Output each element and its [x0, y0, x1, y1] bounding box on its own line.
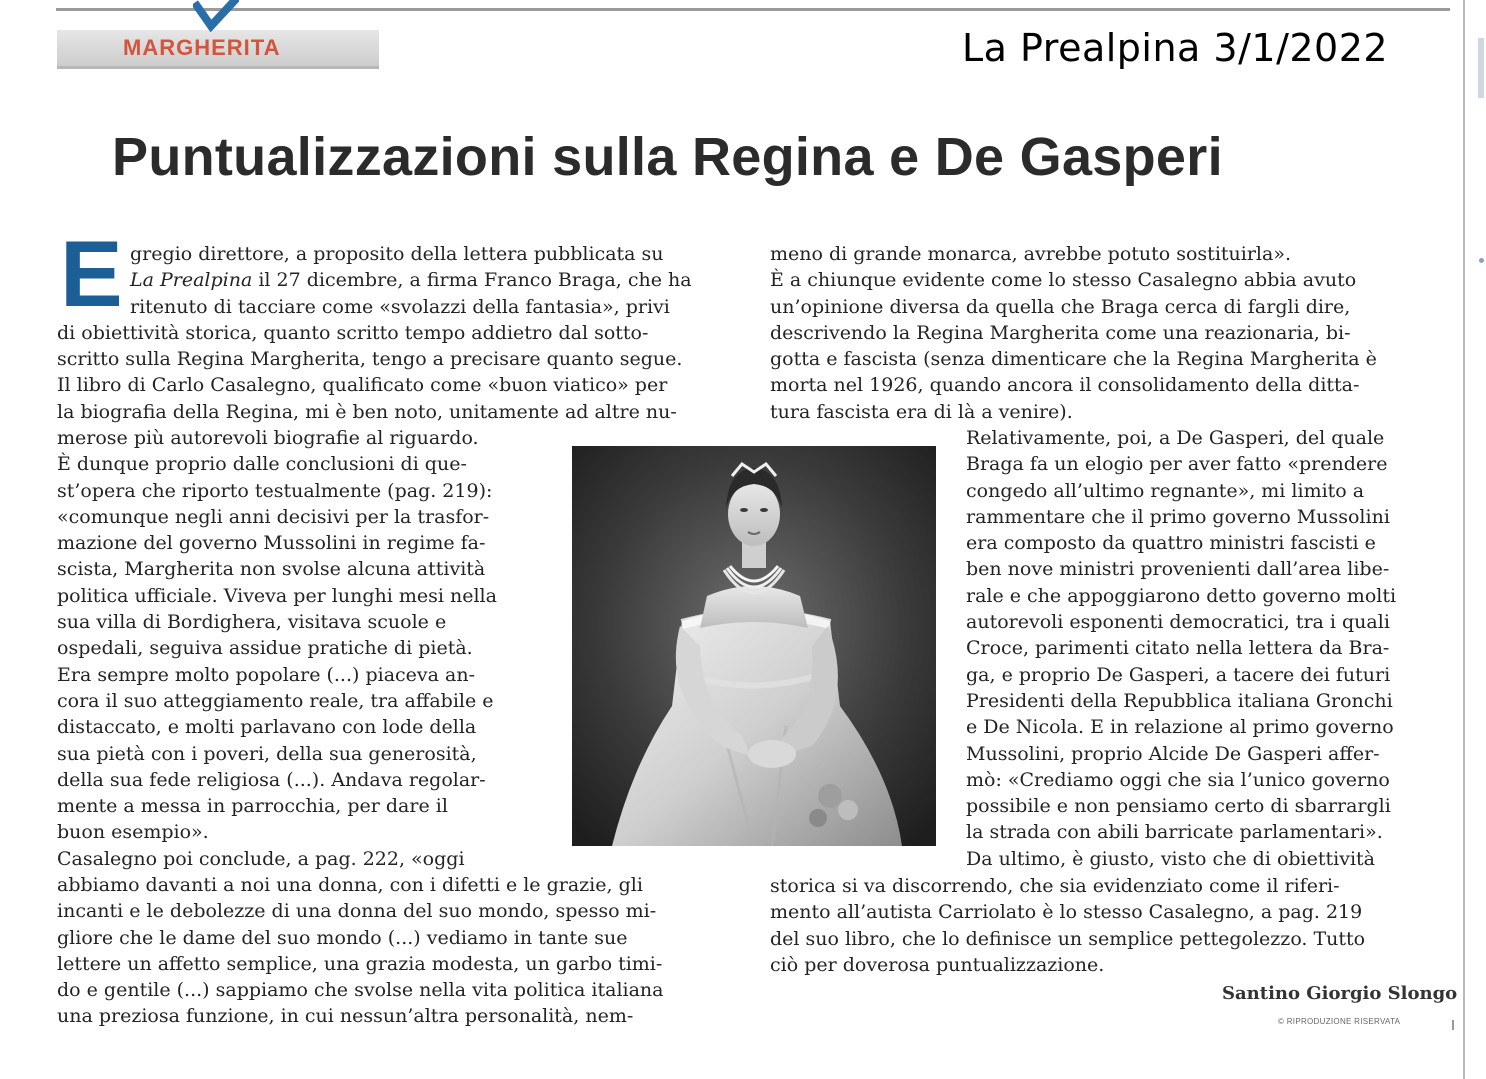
column-left-top [57, 241, 747, 425]
text-line: ritenuto di tacciare come «svolazzi della fantasia», privi [130, 295, 670, 318]
text-line: Il libro di Carlo Casalegno, qualificato come «buon viatico» per [57, 374, 668, 397]
text-line: Da ultimo, è giusto, visto che di obiettività [966, 847, 1375, 870]
text-line: possibile e non pensiamo certo di sbarrargli [966, 795, 1391, 818]
source-date-label: La Prealpina 3/1/2022 [962, 26, 1389, 70]
newspaper-name: La Prealpina [130, 269, 253, 292]
text-line: mento all’autista Carriolato è lo stesso Casalegno, a pag. 219 [770, 901, 1363, 924]
text-line: Presidenti della Repubblica italiana Gronchi [966, 689, 1393, 712]
column-right-bottom [770, 873, 1460, 978]
column-left-bottom [57, 872, 747, 1030]
text-line: rammentare che il primo governo Mussolini [966, 505, 1390, 528]
text-line: Mussolini, proprio Alcide De Gasperi affer- [966, 742, 1380, 765]
text-line: Era sempre molto popolare (...) piaceva an- [57, 663, 475, 686]
text-line: una preziosa funzione, in cui nessun’altra personalità, nem- [57, 1005, 634, 1028]
text-line: ben nove ministri provenienti dall’area libe- [966, 558, 1390, 581]
column-left-middle [57, 425, 557, 872]
text-line: mò: «Crediamo oggi che sia l’unico governo [966, 768, 1390, 791]
text-line: e De Nicola. E in relazione al primo governo [966, 716, 1394, 739]
text-line: abbiamo davanti a noi una donna, con i difetti e le grazie, gli [57, 874, 643, 896]
adjacent-page-edge [1478, 38, 1484, 98]
text-line: sua villa di Bordighera, visitava scuole e [57, 611, 447, 634]
text-line: cora il suo atteggiamento reale, tra affabile e [57, 689, 494, 712]
text-line: sua pietà con i poveri, della sua generosità, [57, 742, 477, 765]
text-line: incanti e le debolezze di una donna del suo mondo, spesso mi- [57, 900, 657, 923]
section-tag [57, 30, 379, 69]
text-line: Croce, parimenti citato nella lettera da Bra- [966, 637, 1390, 660]
text-line: mente a messa in parrocchia, per dare il [57, 795, 448, 818]
drop-cap: E [60, 221, 123, 326]
text-line: mazione del governo Mussolini in regime fa- [57, 532, 486, 555]
column-right-top [770, 241, 1460, 425]
bottom-rule [1452, 1020, 1454, 1030]
text-line: di obiettività storica, quanto scritto tempo addietro dal sotto- [57, 321, 649, 344]
text-line [57, 267, 747, 293]
check-icon [193, 0, 239, 32]
text-line: un’opinione diversa da quella che Braga cerca di fargli dire, [770, 295, 1351, 318]
text-line: Relativamente, poi, a De Gasperi, del quale [966, 427, 1385, 449]
text-line: storica si va discorrendo, che sia evidenziato come il riferi- [770, 875, 1340, 897]
text-line: meno di grande monarca, avrebbe potuto sostituirla». [770, 243, 1291, 265]
text-line: do e gentile (...) sappiamo che svolse nella vita politica italiana [57, 979, 664, 1002]
section-tag-label: MARGHERITA [123, 35, 281, 60]
text-line: rale e che appoggiarono detto governo molti [966, 584, 1397, 607]
text-line: È a chiunque evidente come lo stesso Casalegno abbia avuto [770, 269, 1357, 292]
text-line-rest: il 27 dicembre, a firma Franco Braga, che ha [252, 269, 692, 292]
text-line: gliore che le dame del suo mondo (...) vediamo in tante sue [57, 926, 628, 949]
text-line: gregio direttore, a proposito della lettera pubblicata su [130, 243, 664, 265]
text-line: ciò per doverosa puntualizzazione. [770, 953, 1105, 976]
text-line: della sua fede religiosa (...). Andava regolar- [57, 768, 486, 791]
text-line: distaccato, e molti parlavano con lode della [57, 716, 477, 739]
text-line: autorevoli esponenti democratici, tra i quali [966, 611, 1390, 634]
text-line: politica ufficiale. Viveva per lunghi mesi nella [57, 584, 497, 607]
adjacent-page-mark [1479, 258, 1484, 263]
right-column-rule [1463, 0, 1465, 1079]
text-line: st’opera che riporto testualmente (pag. 219): [57, 479, 493, 502]
text-line: congedo all’ultimo regnante», mi limito a [966, 479, 1365, 502]
text-line: Casalegno poi conclude, a pag. 222, «oggi [57, 847, 465, 870]
column-right-middle [966, 425, 1456, 872]
text-line: ga, e proprio De Gasperi, a tacere dei futuri [966, 663, 1391, 686]
text-line: È dunque proprio dalle conclusioni di que- [57, 453, 467, 476]
text-line: era composto da quattro ministri fascisti e [966, 532, 1376, 555]
top-rule [56, 8, 1450, 11]
text-line: descrivendo la Regina Margherita come una reazionaria, bi- [770, 321, 1351, 344]
text-line: buon esempio». [57, 821, 209, 844]
text-line: morta nel 1926, quando ancora il consolidamento della ditta- [770, 374, 1360, 397]
author-signature: Santino Giorgio Slongo [1222, 983, 1458, 1004]
text-line: merose più autorevoli biografie al riguardo. [57, 427, 479, 449]
copyright-notice: © RIPRODUZIONE RISERVATA [1278, 1017, 1401, 1026]
text-line: la biografia della Regina, mi è ben noto, unitamente ad altre nu- [57, 400, 677, 423]
text-line: scista, Margherita non svolse alcuna attività [57, 558, 486, 581]
text-line: lettere un affetto semplice, una grazia modesta, un garbo timi- [57, 952, 663, 975]
portrait-photo [572, 446, 936, 846]
headline: Puntualizzazioni sulla Regina e De Gasperi [112, 127, 1223, 187]
text-line: del suo libro, che lo definisce un semplice pettegolezzo. Tutto [770, 927, 1366, 950]
text-line: gotta e fascista (senza dimenticare che la Regina Margherita è [770, 348, 1377, 371]
text-line: scritto sulla Regina Margherita, tengo a precisare quanto segue. [57, 348, 683, 371]
text-line: «comunque negli anni decisivi per la trasfor- [57, 505, 490, 528]
text-line: ospedali, seguiva assidue pratiche di pietà. [57, 637, 473, 660]
text-line: la strada con abili barricate parlamentari». [966, 821, 1383, 844]
text-line: tura fascista era di là a venire). [770, 400, 1073, 423]
text-line: Braga fa un elogio per aver fatto «prendere [966, 453, 1388, 476]
